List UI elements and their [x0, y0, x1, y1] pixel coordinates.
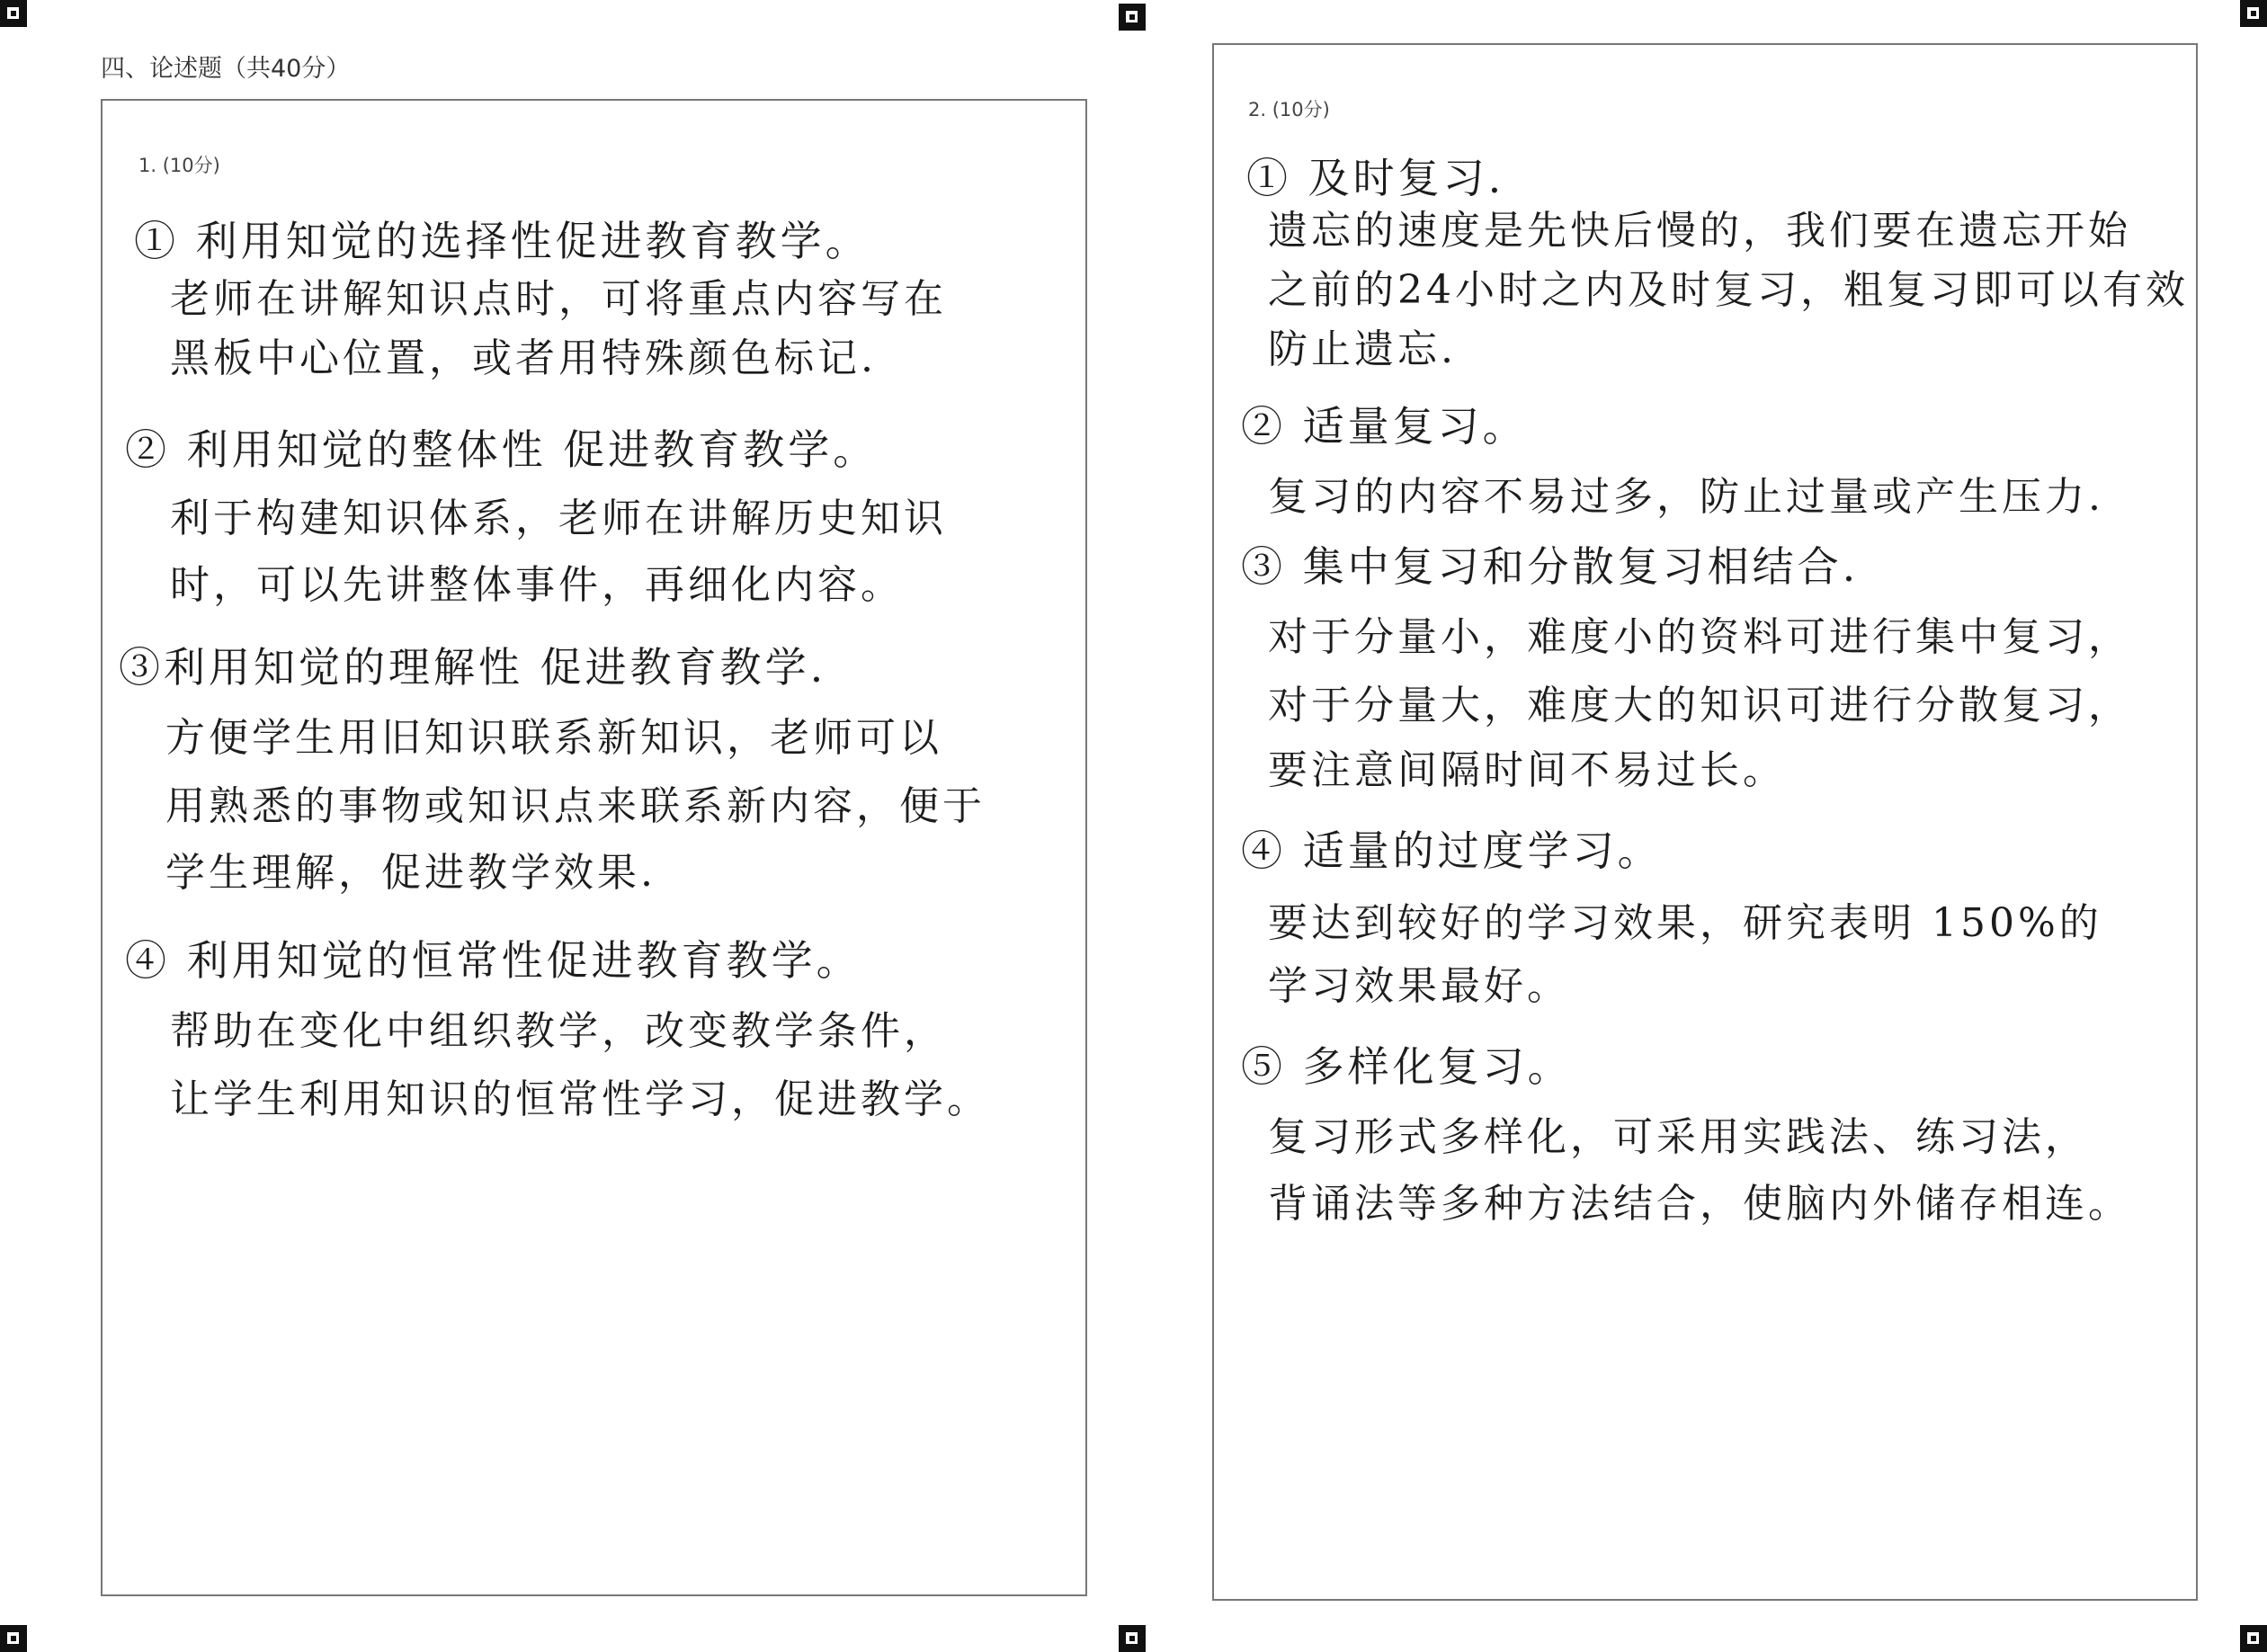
answer-line: 学生理解，促进教学效果.: [165, 850, 656, 896]
answer-line: 背诵法等多种方法结合，使脑内外储存相连。: [1268, 1181, 2131, 1227]
answer-line: 老师在讲解知识点时，可将重点内容写在: [170, 276, 947, 322]
answer-box-question-1: [101, 99, 1087, 1596]
answer-line: 黑板中心位置，或者用特殊颜色标记.: [170, 335, 877, 381]
registration-marker-top-right: [2240, 0, 2267, 27]
answer-point-heading: ③利用知觉的理解性 促进教育教学.: [119, 643, 827, 692]
answer-point-heading: ① 及时复习.: [1246, 154, 1505, 202]
answer-point-heading: ② 适量复习。: [1241, 402, 1528, 451]
answer-box-question-2: [1212, 43, 2198, 1601]
registration-marker-bottom-right: [2240, 1625, 2267, 1652]
answer-line: 用熟悉的事物或知识点来联系新内容，便于: [165, 783, 986, 829]
answer-line: 要达到较好的学习效果，研究表明 150%的: [1268, 900, 2102, 946]
answer-line: 防止遗忘.: [1268, 326, 1457, 372]
registration-marker-top-middle: [1119, 4, 1146, 31]
answer-line: 复习形式多样化，可采用实践法、练习法，: [1268, 1114, 2088, 1160]
answer-line: 之前的24小时之内及时复习，粗复习即可以有效: [1268, 267, 2189, 313]
answer-point-heading: ③ 集中复习和分散复习相结合.: [1241, 542, 1860, 591]
answer-line: 方便学生用旧知识联系新知识，老师可以: [165, 715, 942, 761]
answer-line: 要注意间隔时间不易过长。: [1268, 747, 1786, 793]
answer-line: 遗忘的速度是先快后慢的，我们要在遗忘开始: [1268, 208, 2131, 254]
answer-line: 利于构建知识体系，老师在讲解历史知识: [170, 496, 947, 541]
question-label: 1. (10分): [138, 155, 220, 176]
registration-marker-top-left: [0, 0, 27, 27]
registration-marker-bottom-left: [0, 1625, 27, 1652]
answer-point-heading: ④ 利用知觉的恒常性促进教育教学。: [125, 936, 861, 985]
question-label: 2. (10分): [1248, 99, 1330, 121]
answer-line: 复习的内容不易过多，防止过量或产生压力.: [1268, 474, 2104, 520]
answer-line: 对于分量小，难度小的资料可进行集中复习，: [1268, 614, 2131, 660]
answer-line: 学习效果最好。: [1268, 963, 1570, 1009]
answer-point-heading: ⑤ 多样化复习。: [1241, 1042, 1573, 1091]
answer-line: 对于分量大，难度大的知识可进行分散复习，: [1268, 683, 2131, 728]
answer-line: 时，可以先讲整体事件，再细化内容。: [170, 562, 904, 608]
answer-point-heading: ④ 适量的过度学习。: [1241, 826, 1663, 875]
answer-point-heading: ① 利用知觉的选择性促进教育教学。: [134, 217, 870, 265]
registration-marker-bottom-middle: [1119, 1625, 1146, 1652]
section-title: 四、论述题（共40分）: [101, 55, 351, 83]
answer-line: 让学生利用知识的恒常性学习，促进教学。: [170, 1076, 990, 1122]
answer-line: 帮助在变化中组织教学，改变教学条件，: [170, 1008, 947, 1054]
answer-point-heading: ② 利用知觉的整体性 促进教育教学。: [125, 425, 879, 474]
